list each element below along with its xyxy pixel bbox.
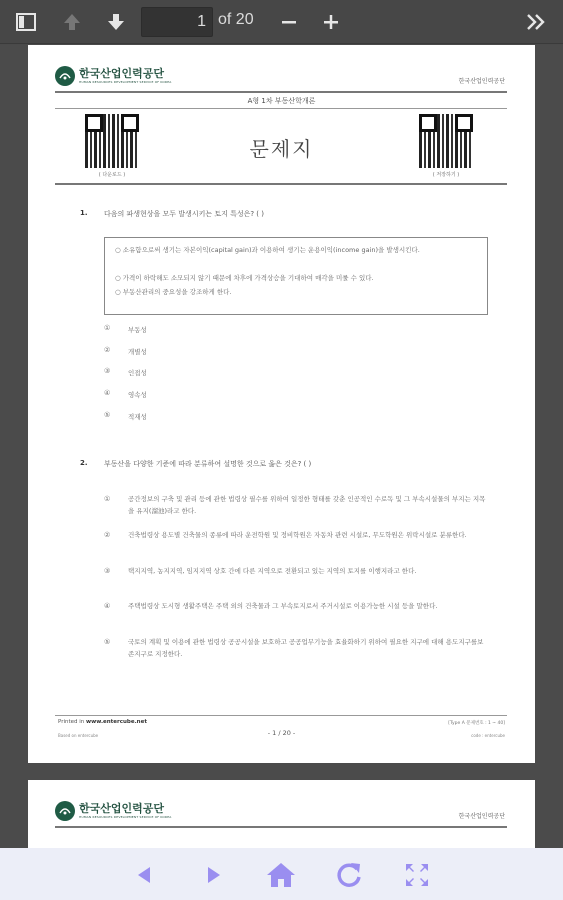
sidebar-icon — [15, 11, 37, 33]
option-text: 적재성 — [128, 413, 147, 421]
arrow-down-icon — [105, 11, 127, 33]
option-text: 인접성 — [128, 369, 147, 377]
footer-rule — [55, 715, 507, 716]
option-number: ③ — [104, 567, 111, 575]
reload-button[interactable] — [332, 858, 366, 892]
fullscreen-icon — [403, 861, 431, 889]
triangle-left-icon — [134, 864, 156, 886]
option-number: ① — [104, 324, 111, 332]
pdf-page-1 — [28, 45, 535, 763]
more-tools-button[interactable] — [520, 6, 552, 38]
question-number: 1. — [80, 209, 88, 217]
home-button[interactable] — [264, 858, 298, 892]
logo-emblem-icon — [55, 66, 75, 86]
pdf-page-2 — [28, 780, 535, 848]
option-text: 주택법령상 도시형 생활주택은 주택 외의 건축물과 그 부속토지로서 주거시설로 이용가능한 시설 등을 말한다. — [128, 602, 438, 610]
footer-page-number: - 1 / 20 - — [267, 729, 296, 737]
option-number: ⑤ — [104, 411, 111, 419]
document-viewer[interactable] — [0, 45, 563, 848]
zoom-in-button[interactable] — [315, 6, 347, 38]
option-text: 부동성 — [128, 326, 147, 334]
footer-code: code : entercube — [471, 733, 505, 738]
forward-button[interactable] — [196, 858, 230, 892]
refresh-icon — [335, 861, 363, 889]
exam-title: A형 1차 부동산학개론 — [247, 97, 316, 105]
header-org-label: 한국산업인력공단 — [458, 813, 505, 820]
option-number: ④ — [104, 602, 111, 610]
qr-label-left: ( 다운로드 ) — [98, 172, 126, 178]
footer-sub-note: Based on entercube — [58, 733, 99, 738]
header-rule — [55, 826, 507, 828]
option-number: ② — [104, 346, 111, 354]
triangle-right-icon — [202, 864, 224, 886]
option-text: 개별성 — [128, 348, 147, 356]
org-name-english: HUMAN RESOURCES DEVELOPMENT SERVICE OF KOREA — [79, 814, 172, 819]
back-button[interactable] — [128, 858, 162, 892]
plus-icon — [321, 12, 341, 32]
org-name-english: HUMAN RESOURCES DEVELOPMENT SERVICE OF KOREA — [79, 79, 172, 84]
header-bottom-rule — [55, 183, 507, 185]
qr-code-right — [419, 114, 473, 168]
next-page-button[interactable] — [100, 6, 132, 38]
condition-line: ○ 부동산관리의 중요성을 강조하게 한다. — [115, 288, 232, 296]
footer-type-code: [Type A 문제번호 : 1 ~ 40] — [448, 721, 505, 726]
question-text: 부동산을 다양한 기준에 따라 분류하여 설명한 것으로 옳은 것은? ( ) — [104, 460, 312, 468]
org-name-korean: 한국산업인력공단 — [79, 66, 165, 80]
fullscreen-button[interactable] — [400, 858, 434, 892]
question-condition-box — [104, 237, 488, 315]
option-text: 공간정보의 구축 및 관리 등에 관한 법령상 필수를 위하여 일정한 형태를 갖춘 인공적인 수로독 및 그 부속시설물의 부지는 지목을 유지(溜池)라고 한다. — [128, 495, 486, 515]
document-title: 문제지 — [249, 137, 314, 161]
top-toolbar — [0, 0, 563, 44]
double-chevron-right-icon — [525, 11, 547, 33]
question-number: 2. — [80, 459, 88, 467]
option-text: 국토의 계획 및 이용에 관한 법령상 공공시설을 보호하고 공공업무기능을 효율화하기 위하여 필요한 지구에 대해 용도지구를보존지구로 지정한다. — [128, 638, 484, 658]
option-number: ② — [104, 531, 111, 539]
divider — [55, 108, 507, 109]
option-number: ④ — [104, 389, 111, 397]
bottom-navigation-bar — [0, 848, 563, 900]
previous-page-button[interactable] — [56, 6, 88, 38]
footer-print-note: Printed in www.entercube.net — [58, 719, 147, 725]
qr-label-right: ( 저장하기 ) — [432, 172, 460, 178]
option-number: ③ — [104, 367, 111, 375]
arrow-up-icon — [61, 11, 83, 33]
condition-line: ○ 가격이 하락해도 소모되지 않기 때문에 차후에 가격상승을 기대하여 매각을 미룰 수 있다. — [115, 274, 374, 282]
zoom-out-button[interactable] — [273, 6, 305, 38]
option-text: 건축법령상 용도별 건축물의 종류에 따라 운전학원 및 정비학원은 자동차 관련 시설로, 무도학원은 위락시설로 분류한다. — [128, 531, 467, 539]
condition-line: ○ 소유함으로써 생기는 자본이익(capital gain)과 이용하여 생기는 운용이익(income gain)을 발생시킨다. — [115, 246, 420, 254]
home-icon — [266, 861, 296, 889]
sidebar-toggle-button[interactable] — [10, 6, 42, 38]
option-number: ① — [104, 495, 111, 503]
page-number-input[interactable]: 1 — [141, 7, 213, 37]
org-name-korean: 한국산업인력공단 — [79, 801, 165, 815]
option-text: 영속성 — [128, 391, 147, 399]
org-logo — [55, 66, 172, 86]
minus-icon — [279, 12, 299, 32]
question-text: 다음의 파생현상을 모두 발생시키는 토지 특성은? ( ) — [104, 210, 264, 218]
option-text: 택지지역, 농지지역, 임지지역 상호 간에 다른 지역으로 전환되고 있는 지역의 토지를 이행지라고 한다. — [128, 567, 417, 575]
logo-emblem-icon — [55, 801, 75, 821]
header-org-label: 한국산업인력공단 — [458, 78, 505, 85]
option-number: ⑤ — [104, 638, 111, 646]
page-total-label: of 20 — [218, 11, 254, 28]
org-logo — [55, 801, 172, 821]
header-rule — [55, 91, 507, 93]
